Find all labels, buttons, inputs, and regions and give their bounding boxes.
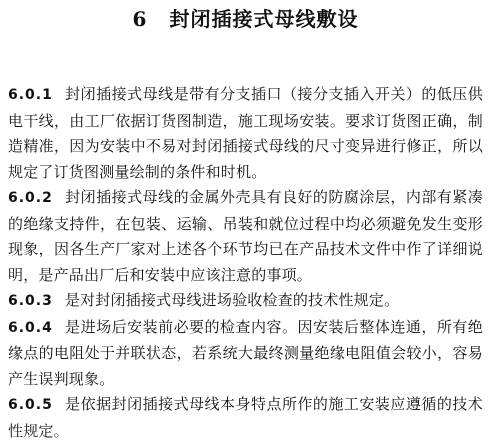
chapter-heading (8, 0, 483, 44)
chapter-number: 6 (132, 7, 148, 31)
clause-6-0-3 (8, 288, 483, 315)
clause-number: 6.0.3 (8, 293, 53, 309)
clause-6-0-2 (8, 185, 483, 288)
clause-number: 6.0.2 (8, 190, 53, 206)
clause-text: 封闭插接式母线是带有分支插口（接分支插入开关）的低压供电干线，由工厂依据订货图制造，施工现场安装。要求订货图正确，制造精准，因为安装中不易对封闭插接式母线的尺寸变异进行修正，所以规定了订货图测量绘制的条件和时机。 (8, 85, 483, 181)
clause-number: 6.0.5 (8, 397, 53, 413)
clause-text: 是依据封闭插接式母线本身特点所作的施工安装应遵循的技术性规定。 (8, 395, 483, 440)
chapter-title: 封闭插接式母线敷设 (169, 7, 359, 31)
clause-6-0-5 (8, 392, 483, 444)
clause-number: 6.0.1 (8, 87, 53, 103)
clause-text: 是进场后安装前必要的检查内容。因安装后整体连通，所有绝缘点的电阻处于并联状态，若系统大最终测量绝缘电阻值会较小，容易产生误判现象。 (8, 317, 483, 388)
clause-text: 是对封闭插接式母线进场验收检查的技术性规定。 (64, 291, 400, 309)
clause-number: 6.0.4 (8, 319, 53, 336)
clause-text: 封闭插接式母线的金属外壳具有良好的防腐涂层，内部有紧凑的绝缘支持件，在包装、运输、吊装和就位过程中均必须避免发生变形现象，因各生产厂家对上述各个环节均已在产品技术文件中作了详细说明，是产品出厂后和安装中应该注意的事项。 (8, 188, 483, 284)
clause-6-0-4 (8, 315, 483, 393)
clause-6-0-1 (8, 82, 483, 185)
